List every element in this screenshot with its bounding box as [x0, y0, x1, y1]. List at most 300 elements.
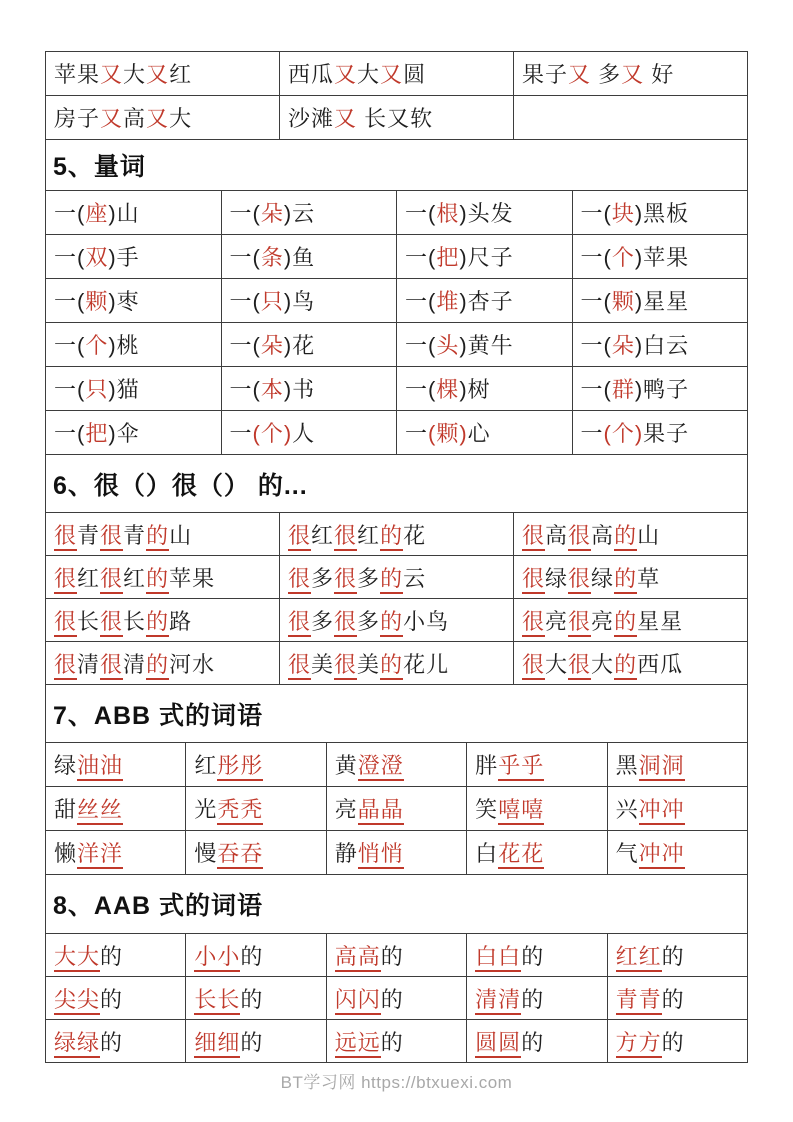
table-row	[46, 235, 748, 279]
measure-words-table	[45, 190, 748, 455]
text-segment: 绿	[54, 753, 78, 778]
text-segment: 又	[334, 106, 358, 131]
text-segment: 西瓜	[288, 62, 335, 87]
table-row	[46, 977, 748, 1020]
word-cell	[514, 96, 748, 140]
text-segment: 一(	[229, 377, 261, 402]
table-row	[46, 96, 748, 140]
table-row	[46, 191, 748, 235]
text-segment: 果子	[522, 62, 569, 87]
text-segment: 小鸟	[403, 608, 450, 634]
text-segment: 的	[146, 566, 169, 594]
word-cell	[280, 599, 514, 642]
text-segment: 黄	[334, 753, 358, 778]
text-segment: 一(	[580, 377, 612, 402]
word-cell	[467, 831, 607, 875]
text-segment: 一(	[54, 201, 86, 226]
word-cell	[467, 977, 607, 1020]
word-cell	[572, 367, 748, 411]
text-segment: 长	[77, 608, 101, 634]
text-segment: 彤彤	[217, 753, 263, 781]
text-segment: 一(	[54, 421, 86, 446]
text-segment: 很	[288, 566, 311, 594]
text-segment: 一(	[580, 245, 612, 270]
text-segment: )杏子	[459, 289, 514, 314]
text-segment: 很	[522, 609, 545, 637]
text-segment: 秃秃	[217, 797, 263, 825]
text-segment: 很	[568, 609, 591, 637]
text-segment: 苹果	[169, 565, 216, 591]
word-cell	[46, 556, 280, 599]
text-segment: 山	[637, 522, 661, 548]
text-segment: 大	[357, 62, 381, 87]
site-watermark	[0, 1068, 793, 1093]
text-segment: 亮	[591, 608, 615, 634]
text-segment: 亮	[545, 608, 569, 634]
text-segment: (个)	[252, 421, 293, 446]
text-segment: 静	[334, 841, 358, 866]
worksheet-sheet	[45, 51, 748, 1063]
text-segment: 的	[380, 523, 403, 551]
text-segment: 花儿	[403, 651, 450, 677]
word-cell	[280, 513, 514, 556]
text-segment: 一(	[405, 333, 437, 358]
text-segment: 大	[169, 106, 193, 131]
word-cell	[46, 191, 222, 235]
word-cell	[46, 279, 222, 323]
word-cell	[186, 977, 326, 1020]
text-segment: 绿绿	[54, 1030, 100, 1058]
text-segment: 苹果	[54, 62, 101, 87]
text-segment: 很	[100, 609, 123, 637]
section-header-5-liangci	[45, 140, 748, 190]
text-segment: 个	[85, 333, 109, 358]
text-segment: 美	[311, 651, 335, 677]
word-cell	[572, 411, 748, 455]
word-cell	[467, 1020, 607, 1063]
text-segment: 座	[85, 201, 109, 226]
text-segment: 丝丝	[77, 797, 123, 825]
word-cell	[326, 787, 466, 831]
text-segment: )桃	[108, 333, 140, 358]
text-segment: 很	[334, 566, 357, 594]
text-segment: 笑	[475, 797, 499, 822]
text-segment: 慢	[194, 841, 218, 866]
site-watermark-text: BT学习网 https://btxuexi.com	[280, 1073, 513, 1092]
text-segment: )猫	[108, 377, 140, 402]
text-segment: 长	[357, 106, 388, 131]
text-segment: 大大	[54, 944, 100, 972]
text-segment: (颗)	[428, 421, 468, 446]
word-cell	[46, 52, 280, 96]
text-segment: 亮	[334, 797, 358, 822]
text-segment: 的	[661, 986, 685, 1012]
text-segment: 颗	[85, 289, 109, 314]
text-segment: 的	[146, 652, 169, 680]
text-segment: 很	[54, 652, 77, 680]
text-segment: 又	[146, 106, 170, 131]
word-cell	[467, 787, 607, 831]
text-segment: 清	[77, 651, 101, 677]
word-cell	[572, 191, 748, 235]
text-segment: 一(	[229, 289, 261, 314]
text-segment: 很	[288, 523, 311, 551]
word-cell	[397, 367, 573, 411]
word-cell	[514, 556, 748, 599]
word-cell	[572, 323, 748, 367]
table-row	[46, 787, 748, 831]
word-cell	[397, 279, 573, 323]
word-cell	[186, 1020, 326, 1063]
text-segment: 白	[475, 841, 499, 866]
text-segment: )尺子	[459, 245, 514, 270]
word-cell	[221, 323, 397, 367]
text-segment: )黑板	[634, 201, 690, 226]
text-segment: 一(	[580, 333, 612, 358]
word-cell	[572, 279, 748, 323]
text-segment: 兴	[615, 797, 639, 822]
text-segment: 红	[357, 522, 381, 548]
you-phrases-table-body	[46, 52, 748, 140]
text-segment: )手	[108, 245, 140, 270]
word-cell	[46, 934, 186, 977]
text-segment: 朵	[260, 333, 284, 358]
word-cell	[572, 235, 748, 279]
table-row	[46, 831, 748, 875]
text-segment: 朵	[260, 201, 284, 226]
text-segment: 条	[260, 245, 284, 270]
text-segment: 尖尖	[54, 987, 100, 1015]
text-segment: 很	[288, 652, 311, 680]
text-segment: 洋洋	[77, 841, 123, 869]
text-segment: 黑	[615, 753, 639, 778]
text-segment: 很	[568, 652, 591, 680]
text-segment: 一(	[229, 333, 261, 358]
word-cell	[46, 96, 280, 140]
text-segment: )鸭子	[634, 377, 690, 402]
word-cell	[221, 235, 397, 279]
text-segment: 的	[614, 566, 637, 594]
word-cell	[46, 513, 280, 556]
section-title: 5、量词	[53, 153, 146, 181]
text-segment: 很	[54, 523, 77, 551]
text-segment: 沙滩	[288, 106, 335, 131]
text-segment: 的	[240, 943, 264, 969]
text-segment: )云	[283, 201, 316, 226]
text-segment: 闪闪	[335, 987, 381, 1015]
text-segment: 心	[467, 421, 491, 446]
word-cell	[221, 279, 397, 323]
text-segment: 懒	[54, 841, 78, 866]
text-segment: 很	[100, 566, 123, 594]
text-segment: 一(	[54, 245, 86, 270]
text-segment: 很	[522, 523, 545, 551]
text-segment: 的	[614, 609, 637, 637]
text-segment: 人	[292, 421, 316, 446]
text-segment: 好	[644, 62, 675, 87]
text-segment: 青	[123, 522, 147, 548]
text-segment: )花	[283, 333, 316, 358]
word-cell	[46, 323, 222, 367]
table-row	[46, 599, 748, 642]
text-segment: 一(	[405, 377, 437, 402]
text-segment: 的	[380, 1029, 404, 1055]
abb-words-table	[45, 742, 748, 875]
word-cell	[326, 1020, 466, 1063]
table-row	[46, 1020, 748, 1063]
text-segment: 很	[568, 566, 591, 594]
text-segment: 一	[229, 421, 253, 446]
word-cell	[280, 642, 514, 685]
text-segment: 的	[380, 652, 403, 680]
text-segment: 的	[100, 943, 124, 969]
text-segment: 青青	[616, 987, 662, 1015]
text-segment: 又	[380, 62, 404, 87]
text-segment: 很	[522, 652, 545, 680]
text-segment: 多	[311, 565, 335, 591]
text-segment: 细细	[194, 1030, 240, 1058]
text-segment: 气	[615, 841, 639, 866]
text-segment: 路	[169, 608, 193, 634]
word-cell	[46, 411, 222, 455]
text-segment: 的	[380, 609, 403, 637]
text-segment: 长	[123, 608, 147, 634]
text-segment: 的	[661, 1029, 685, 1055]
text-segment: 多	[311, 608, 335, 634]
text-segment: 高	[545, 522, 569, 548]
text-segment: 洞洞	[639, 753, 685, 781]
text-segment: 红	[123, 565, 147, 591]
text-segment: 堆	[436, 289, 460, 314]
text-segment: 河水	[169, 651, 216, 677]
text-segment: 一	[405, 421, 429, 446]
text-segment: 本	[260, 377, 284, 402]
text-segment: 光	[194, 797, 218, 822]
text-segment: 一(	[54, 377, 86, 402]
text-segment: 晶晶	[358, 797, 404, 825]
section-header-6-hen	[45, 455, 748, 512]
you-phrases-table	[45, 51, 748, 140]
text-segment: 草	[637, 565, 661, 591]
text-segment: 头	[436, 333, 460, 358]
text-segment: 青	[77, 522, 101, 548]
text-segment: 很	[568, 523, 591, 551]
word-cell	[607, 787, 747, 831]
text-segment: )黄牛	[459, 333, 514, 358]
word-cell	[186, 831, 326, 875]
word-cell	[397, 191, 573, 235]
text-segment: 山	[169, 522, 193, 548]
text-segment: 吞吞	[217, 841, 263, 869]
text-segment: 很	[100, 523, 123, 551]
text-segment: 冲冲	[639, 797, 685, 825]
text-segment: 房子	[54, 106, 101, 131]
text-segment: )书	[283, 377, 316, 402]
text-segment: 一(	[580, 201, 612, 226]
text-segment: 白白	[475, 944, 521, 972]
word-cell	[221, 367, 397, 411]
text-segment: 又	[334, 62, 358, 87]
text-segment: 一(	[405, 245, 437, 270]
text-segment: 一(	[229, 245, 261, 270]
word-cell	[46, 787, 186, 831]
text-segment: 一(	[229, 201, 261, 226]
text-segment: 很	[288, 609, 311, 637]
text-segment: 又	[100, 62, 124, 87]
word-cell	[221, 411, 397, 455]
text-segment: 颗	[611, 289, 635, 314]
text-segment: (个)	[603, 421, 644, 446]
text-segment: 红红	[616, 944, 662, 972]
word-cell	[186, 934, 326, 977]
text-segment: 小小	[194, 944, 240, 972]
word-cell	[46, 1020, 186, 1063]
text-segment: 的	[240, 986, 264, 1012]
word-cell	[467, 934, 607, 977]
text-segment: )苹果	[634, 245, 690, 270]
table-row	[46, 934, 748, 977]
word-cell	[514, 642, 748, 685]
word-cell	[467, 743, 607, 787]
word-cell	[46, 235, 222, 279]
text-segment: 清	[123, 651, 147, 677]
text-segment: 绿	[545, 565, 569, 591]
word-cell	[607, 743, 747, 787]
text-segment: 一(	[54, 289, 86, 314]
word-cell	[326, 743, 466, 787]
text-segment: 朵	[611, 333, 635, 358]
text-segment: )树	[459, 377, 491, 402]
word-cell	[221, 191, 397, 235]
text-segment: 很	[54, 566, 77, 594]
table-row	[46, 411, 748, 455]
text-segment: 的	[521, 943, 545, 969]
text-segment: 云	[403, 565, 427, 591]
aab-words-table-body	[46, 934, 748, 1063]
word-cell	[514, 52, 748, 96]
text-segment: 的	[521, 1029, 545, 1055]
text-segment: 花花	[498, 841, 544, 869]
word-cell	[46, 977, 186, 1020]
text-segment: 的	[380, 566, 403, 594]
table-row	[46, 279, 748, 323]
table-row	[46, 52, 748, 96]
word-cell	[607, 977, 747, 1020]
text-segment: 很	[54, 609, 77, 637]
text-segment: 很	[334, 523, 357, 551]
word-cell	[397, 323, 573, 367]
text-segment: 很	[334, 652, 357, 680]
text-segment: 星星	[637, 608, 684, 634]
text-segment: 一(	[405, 289, 437, 314]
text-segment: 乎乎	[498, 753, 544, 781]
text-segment: 圆圆	[475, 1030, 521, 1058]
text-segment: 的	[240, 1029, 264, 1055]
text-segment: 把	[85, 421, 109, 446]
text-segment: 又软	[387, 106, 434, 131]
hen-phrases-table	[45, 512, 748, 685]
word-cell	[326, 831, 466, 875]
text-segment: 的	[380, 943, 404, 969]
word-cell	[280, 96, 514, 140]
text-segment: 块	[611, 201, 635, 226]
section-title: 8、AAB 式的词语	[53, 892, 264, 920]
text-segment: )伞	[108, 421, 140, 446]
table-row	[46, 513, 748, 556]
text-segment: 很	[334, 609, 357, 637]
text-segment: 胖	[475, 753, 499, 778]
word-cell	[514, 513, 748, 556]
text-segment: 美	[357, 651, 381, 677]
text-segment: 的	[100, 1029, 124, 1055]
table-row	[46, 323, 748, 367]
text-segment: 多	[357, 565, 381, 591]
word-cell	[280, 556, 514, 599]
text-segment: 棵	[436, 377, 460, 402]
word-cell	[326, 934, 466, 977]
text-segment: 嘻嘻	[498, 797, 544, 825]
word-cell	[607, 934, 747, 977]
text-segment: 澄澄	[358, 753, 404, 781]
hen-phrases-table-body	[46, 513, 748, 685]
text-segment: )头发	[459, 201, 514, 226]
text-segment: )山	[108, 201, 140, 226]
text-segment: 圆	[403, 62, 427, 87]
table-row	[46, 367, 748, 411]
text-segment: 红	[311, 522, 335, 548]
text-segment: 甜	[54, 797, 78, 822]
aab-words-table	[45, 933, 748, 1063]
word-cell	[397, 411, 573, 455]
word-cell	[514, 599, 748, 642]
text-segment: )鱼	[283, 245, 316, 270]
word-cell	[46, 599, 280, 642]
table-row	[46, 743, 748, 787]
text-segment: 个	[611, 245, 635, 270]
text-segment: 只	[260, 289, 284, 314]
text-segment: 根	[436, 201, 460, 226]
text-segment: 大	[591, 651, 615, 677]
text-segment: 高	[591, 522, 615, 548]
section-header-7-abb	[45, 685, 748, 742]
word-cell	[186, 743, 326, 787]
text-segment: 又	[146, 62, 170, 87]
measure-words-table-body	[46, 191, 748, 455]
text-segment: 又	[568, 62, 592, 87]
text-segment: 把	[436, 245, 460, 270]
word-cell	[280, 52, 514, 96]
text-segment: 的	[521, 986, 545, 1012]
text-segment: 的	[146, 523, 169, 551]
text-segment: 红	[169, 62, 193, 87]
text-segment: 很	[522, 566, 545, 594]
text-segment: 花	[403, 522, 427, 548]
text-segment: 大	[545, 651, 569, 677]
text-segment: 双	[85, 245, 109, 270]
text-segment: 高高	[335, 944, 381, 972]
text-segment: 红	[194, 753, 218, 778]
word-cell	[397, 235, 573, 279]
text-segment: 只	[85, 377, 109, 402]
text-segment: 高	[123, 106, 147, 131]
table-row	[46, 642, 748, 685]
text-segment: 油油	[77, 753, 123, 781]
text-segment: 一(	[405, 201, 437, 226]
word-cell	[326, 977, 466, 1020]
text-segment: 的	[100, 986, 124, 1012]
text-segment: 西瓜	[637, 651, 684, 677]
text-segment: 很	[100, 652, 123, 680]
